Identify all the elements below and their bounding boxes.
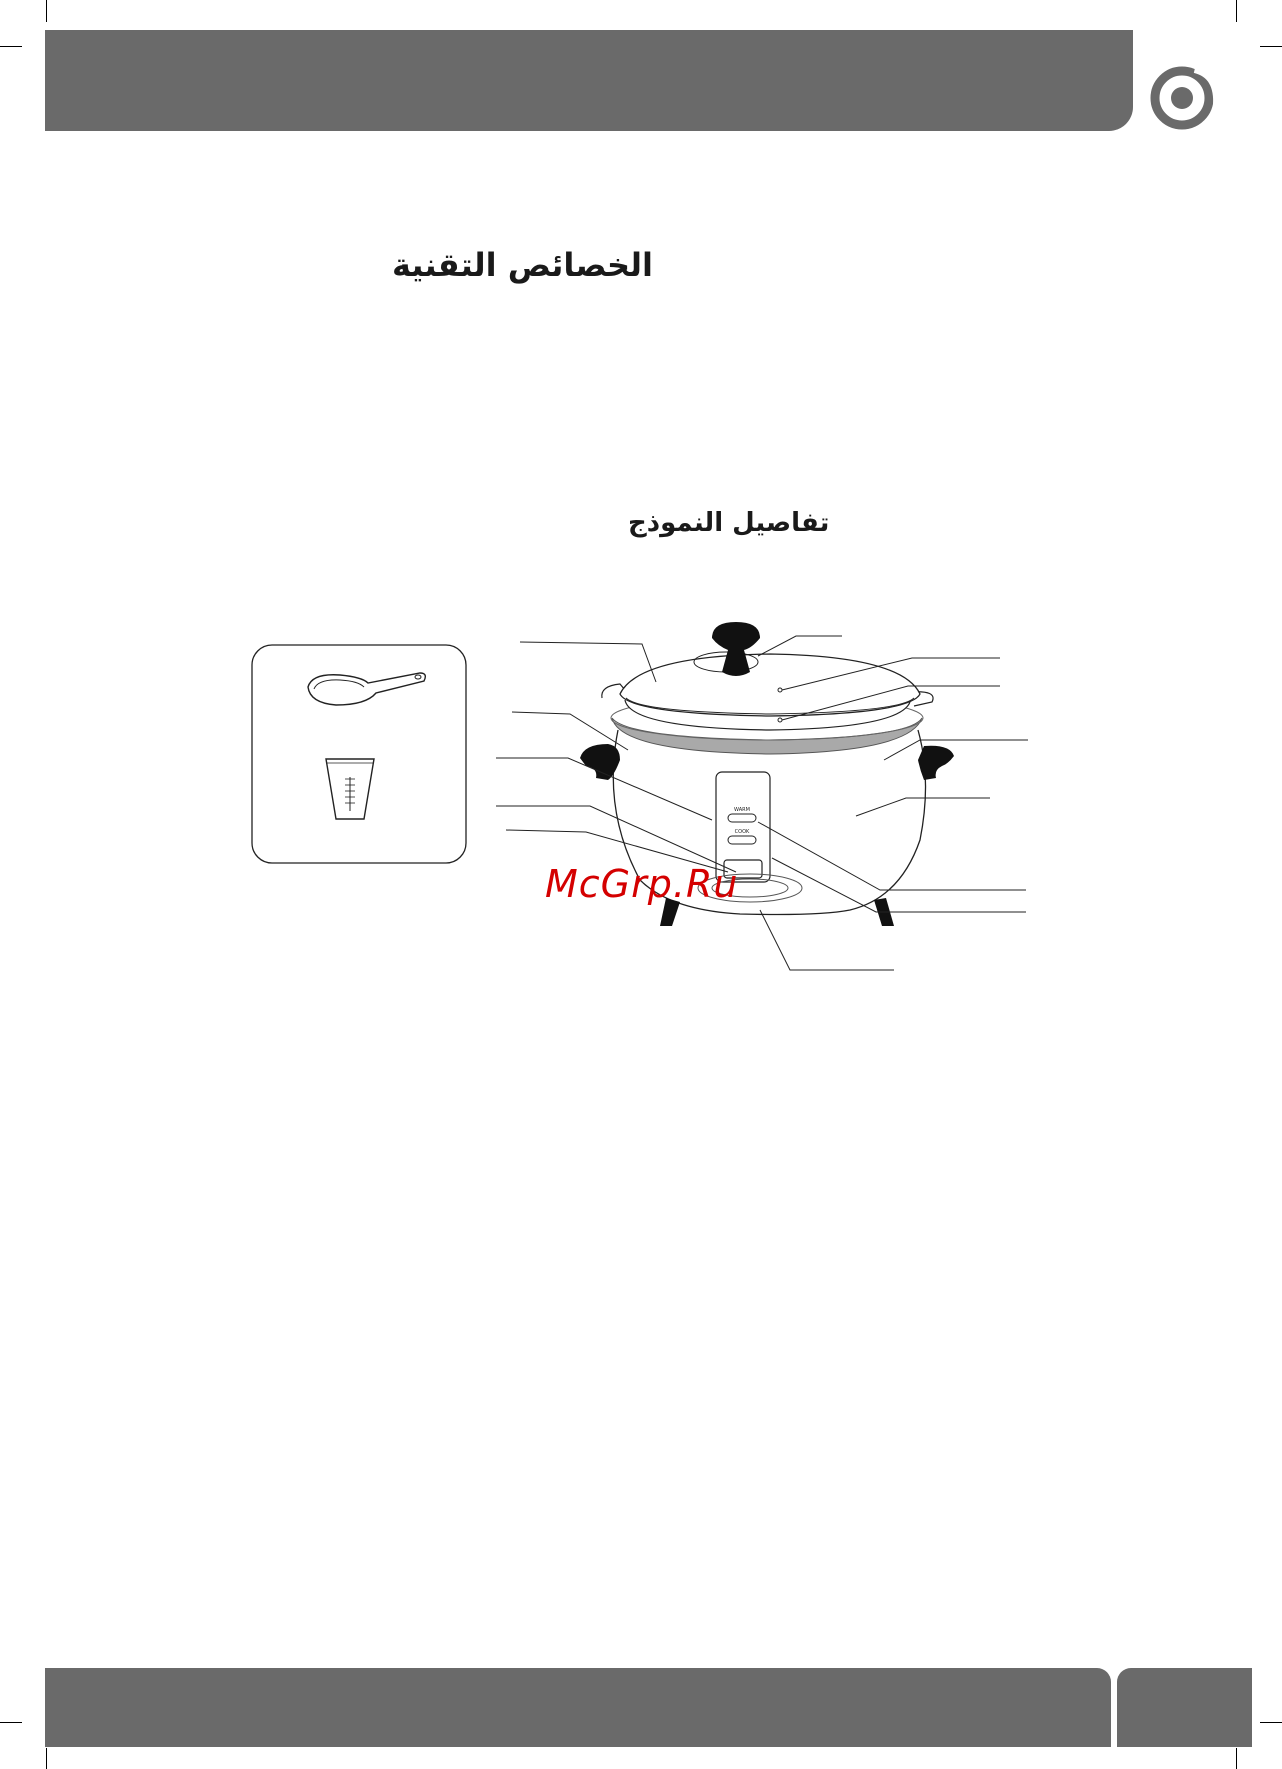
section-title: الخصائص التقنية	[392, 246, 654, 284]
brand-logo-icon	[1150, 66, 1220, 130]
rice-spoon-icon	[308, 673, 425, 705]
cooker-lid	[620, 654, 920, 716]
footer-bar	[45, 1668, 1111, 1747]
cook-label: COOK	[734, 829, 750, 835]
measuring-cup-icon	[326, 759, 374, 819]
crop-mark	[1260, 1722, 1282, 1723]
crop-mark	[1236, 0, 1237, 22]
accessories-panel	[250, 643, 470, 867]
crop-mark	[46, 1748, 47, 1769]
page-number-box	[1117, 1668, 1252, 1747]
crop-mark	[46, 0, 47, 22]
subsection-title: تفاصيل النموذج	[628, 508, 830, 538]
crop-mark	[0, 1722, 22, 1723]
rice-cooker-diagram	[490, 610, 1050, 980]
crop-mark	[1236, 1748, 1237, 1769]
crop-mark	[1260, 46, 1282, 47]
header-bar	[45, 30, 1133, 131]
side-handle	[918, 746, 954, 780]
watermark-text: McGrp.Ru	[545, 862, 739, 906]
crop-mark	[0, 46, 22, 47]
warm-label: WARM	[734, 807, 750, 813]
